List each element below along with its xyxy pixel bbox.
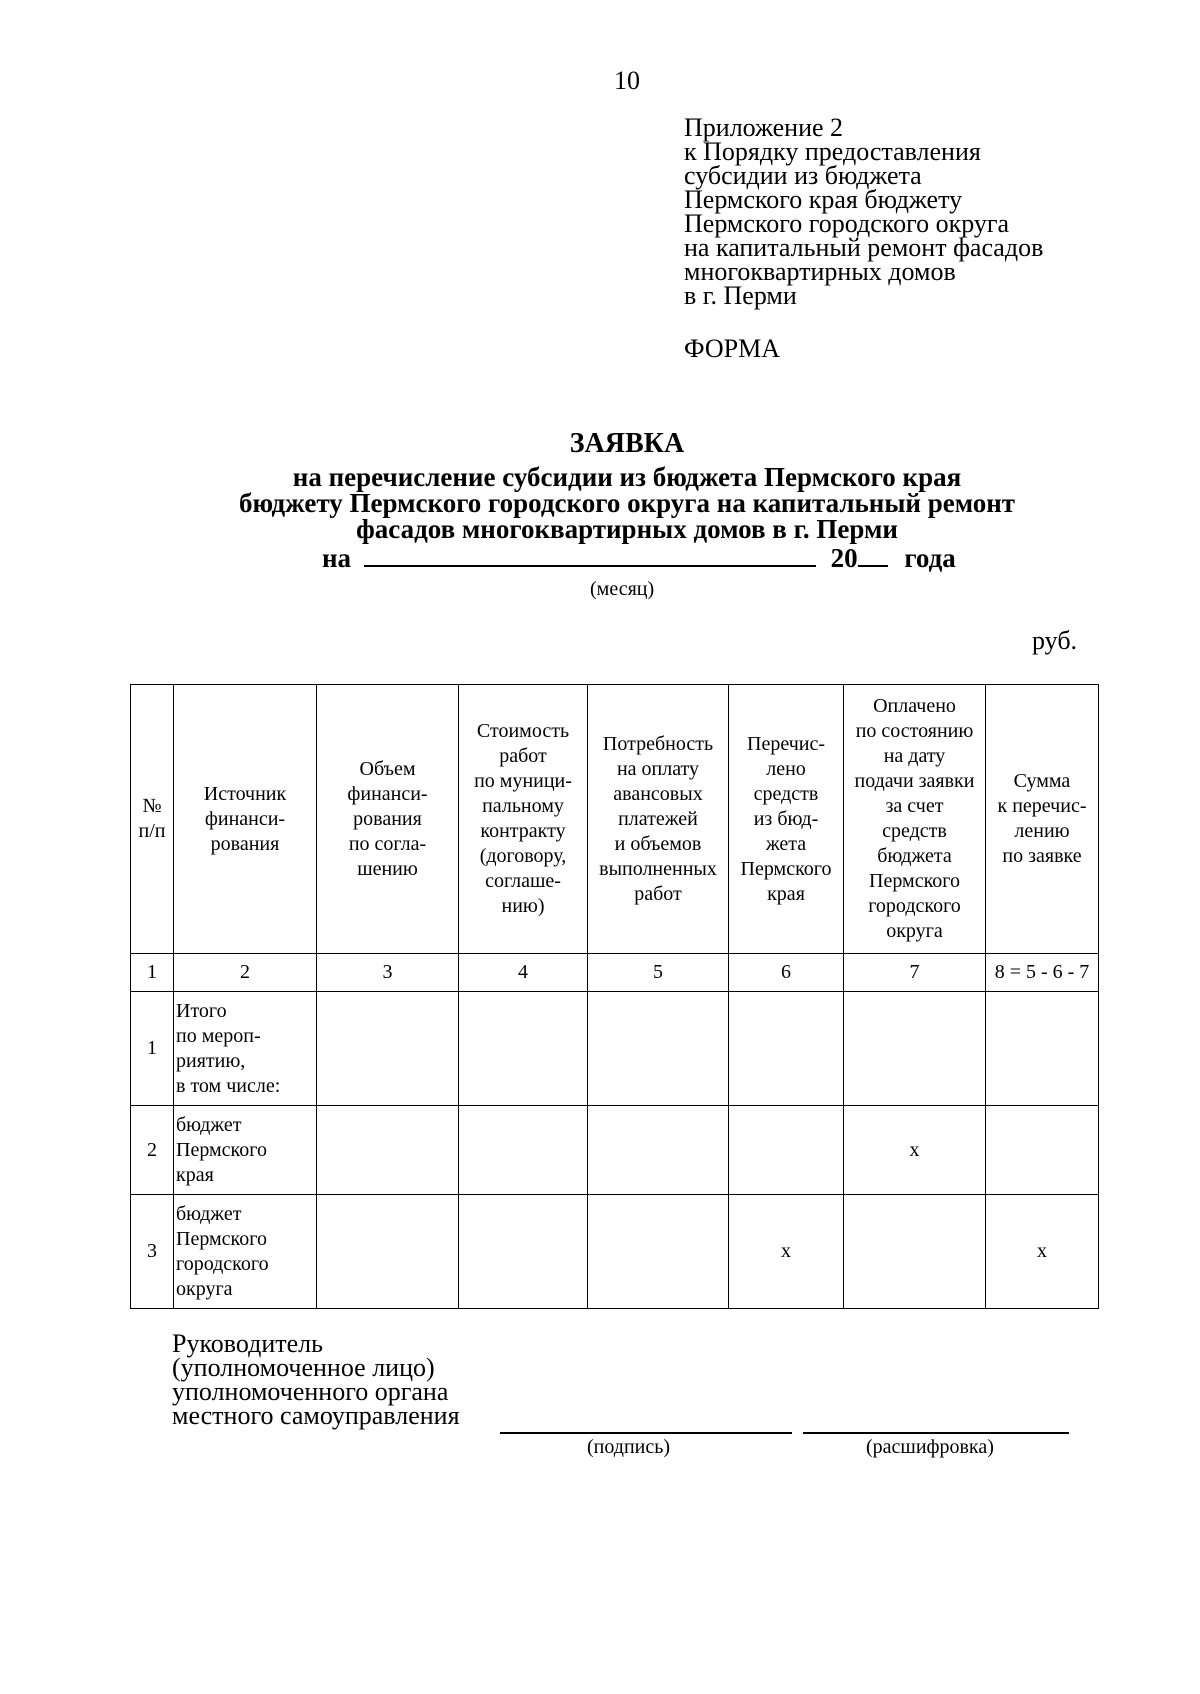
- cell-c5[interactable]: [588, 1106, 729, 1195]
- subheading-line: фасадов многоквартирных домов в г. Перми: [356, 514, 898, 544]
- signature-line-text: местного самоуправления: [172, 1401, 460, 1430]
- column-number: 6: [729, 954, 844, 992]
- appendix-line: на капитальный ремонт фасадов: [684, 233, 1044, 262]
- cell-c5[interactable]: [588, 1195, 729, 1309]
- header-agreement-volume: Объем финанси- рования по согла- шению: [317, 685, 459, 954]
- cell-c6: x: [729, 1195, 844, 1309]
- form-label: ФОРМА: [684, 334, 780, 363]
- row-number: 1: [131, 992, 174, 1106]
- row-number: 2: [131, 1106, 174, 1195]
- cell-c8[interactable]: [986, 992, 1099, 1106]
- column-number: 7: [844, 954, 986, 992]
- table-row: [131, 992, 1099, 1106]
- header-source: Источник финанси- рования: [174, 685, 317, 954]
- column-number: 3: [317, 954, 459, 992]
- cell-c7[interactable]: [844, 992, 986, 1106]
- year-suffix: года: [904, 543, 956, 573]
- appendix-line: Пермского края бюджету: [684, 185, 963, 214]
- header-paid: Оплачено по состоянию на дату подачи заявки за счет средств бюджета Пермского городского округа: [844, 685, 986, 954]
- period-line: [322, 543, 956, 574]
- signature-field[interactable]: [500, 1432, 792, 1434]
- appendix-line: многоквартирных домов: [684, 257, 956, 286]
- name-decode-field[interactable]: [803, 1432, 1069, 1434]
- header-payment-need: Потребность на оплату авансовых платежей и объемов выполненных работ: [588, 685, 729, 954]
- month-blank-field[interactable]: [364, 543, 816, 567]
- signature-caption: (подпись): [587, 1436, 671, 1458]
- month-caption: (месяц): [590, 578, 655, 600]
- year-prefix: 20: [830, 543, 858, 573]
- column-number: 8 = 5 - 6 - 7: [986, 954, 1099, 992]
- document-heading: ЗАЯВКА: [569, 428, 685, 459]
- document-subheading: [0, 464, 1200, 542]
- column-number: 2: [174, 954, 317, 992]
- cell-c3[interactable]: [317, 1195, 459, 1309]
- header-contract-cost: Стоимость работ по муници- пальному контракту (договору, соглаше- нию): [459, 685, 588, 954]
- row-number: 3: [131, 1195, 174, 1309]
- header-num: № п/п: [131, 685, 174, 954]
- cell-c4[interactable]: [459, 1195, 588, 1309]
- column-number: 1: [131, 954, 174, 992]
- appendix-line: субсидии из бюджета: [684, 161, 922, 190]
- subheading-line: на перечисление субсидии из бюджета Пермского края: [292, 462, 962, 492]
- row-source: бюджет Пермского городского округа: [174, 1195, 317, 1309]
- page-number: 10: [614, 66, 640, 95]
- year-blank-field[interactable]: [858, 543, 888, 567]
- cell-c3[interactable]: [317, 1106, 459, 1195]
- column-number-row: [131, 954, 1099, 992]
- appendix-line: Приложение 2: [684, 113, 844, 142]
- cell-c6[interactable]: [729, 1106, 844, 1195]
- header-transferred: Перечис- лено средств из бюд- жета Пермского края: [729, 685, 844, 954]
- appendix-line: к Порядку предоставления: [684, 137, 981, 166]
- currency-label: руб.: [1032, 626, 1078, 655]
- cell-c7: x: [844, 1106, 986, 1195]
- table-row: [131, 1195, 1099, 1309]
- request-table: [130, 684, 1099, 1309]
- decode-caption: (расшифровка): [866, 1436, 994, 1458]
- signature-line-text: уполномоченного органа: [172, 1377, 449, 1406]
- period-na-label: на: [322, 543, 352, 573]
- signature-line-text: Руководитель: [172, 1329, 323, 1358]
- cell-c7[interactable]: [844, 1195, 986, 1309]
- signature-line-text: (уполномоченное лицо): [172, 1353, 435, 1382]
- column-number: 4: [459, 954, 588, 992]
- table-row: [131, 1106, 1099, 1195]
- row-source: Итого по мероп- риятию, в том числе:: [174, 992, 317, 1106]
- cell-c3[interactable]: [317, 992, 459, 1106]
- cell-c8[interactable]: [986, 1106, 1099, 1195]
- cell-c6[interactable]: [729, 992, 844, 1106]
- cell-c4[interactable]: [459, 992, 588, 1106]
- column-number: 5: [588, 954, 729, 992]
- signature-block: [172, 1329, 460, 1430]
- table-header-row: [131, 685, 1099, 954]
- row-source: бюджет Пермского края: [174, 1106, 317, 1195]
- appendix-line: в г. Перми: [684, 281, 797, 310]
- cell-c8: x: [986, 1195, 1099, 1309]
- cell-c4[interactable]: [459, 1106, 588, 1195]
- appendix-block: [684, 113, 1044, 310]
- appendix-line: Пермского городского округа: [684, 209, 1010, 238]
- subheading-line: бюджету Пермского городского округа на капитальный ремонт: [238, 488, 1016, 518]
- cell-c5[interactable]: [588, 992, 729, 1106]
- header-amount: Сумма к перечис- лению по заявке: [986, 685, 1099, 954]
